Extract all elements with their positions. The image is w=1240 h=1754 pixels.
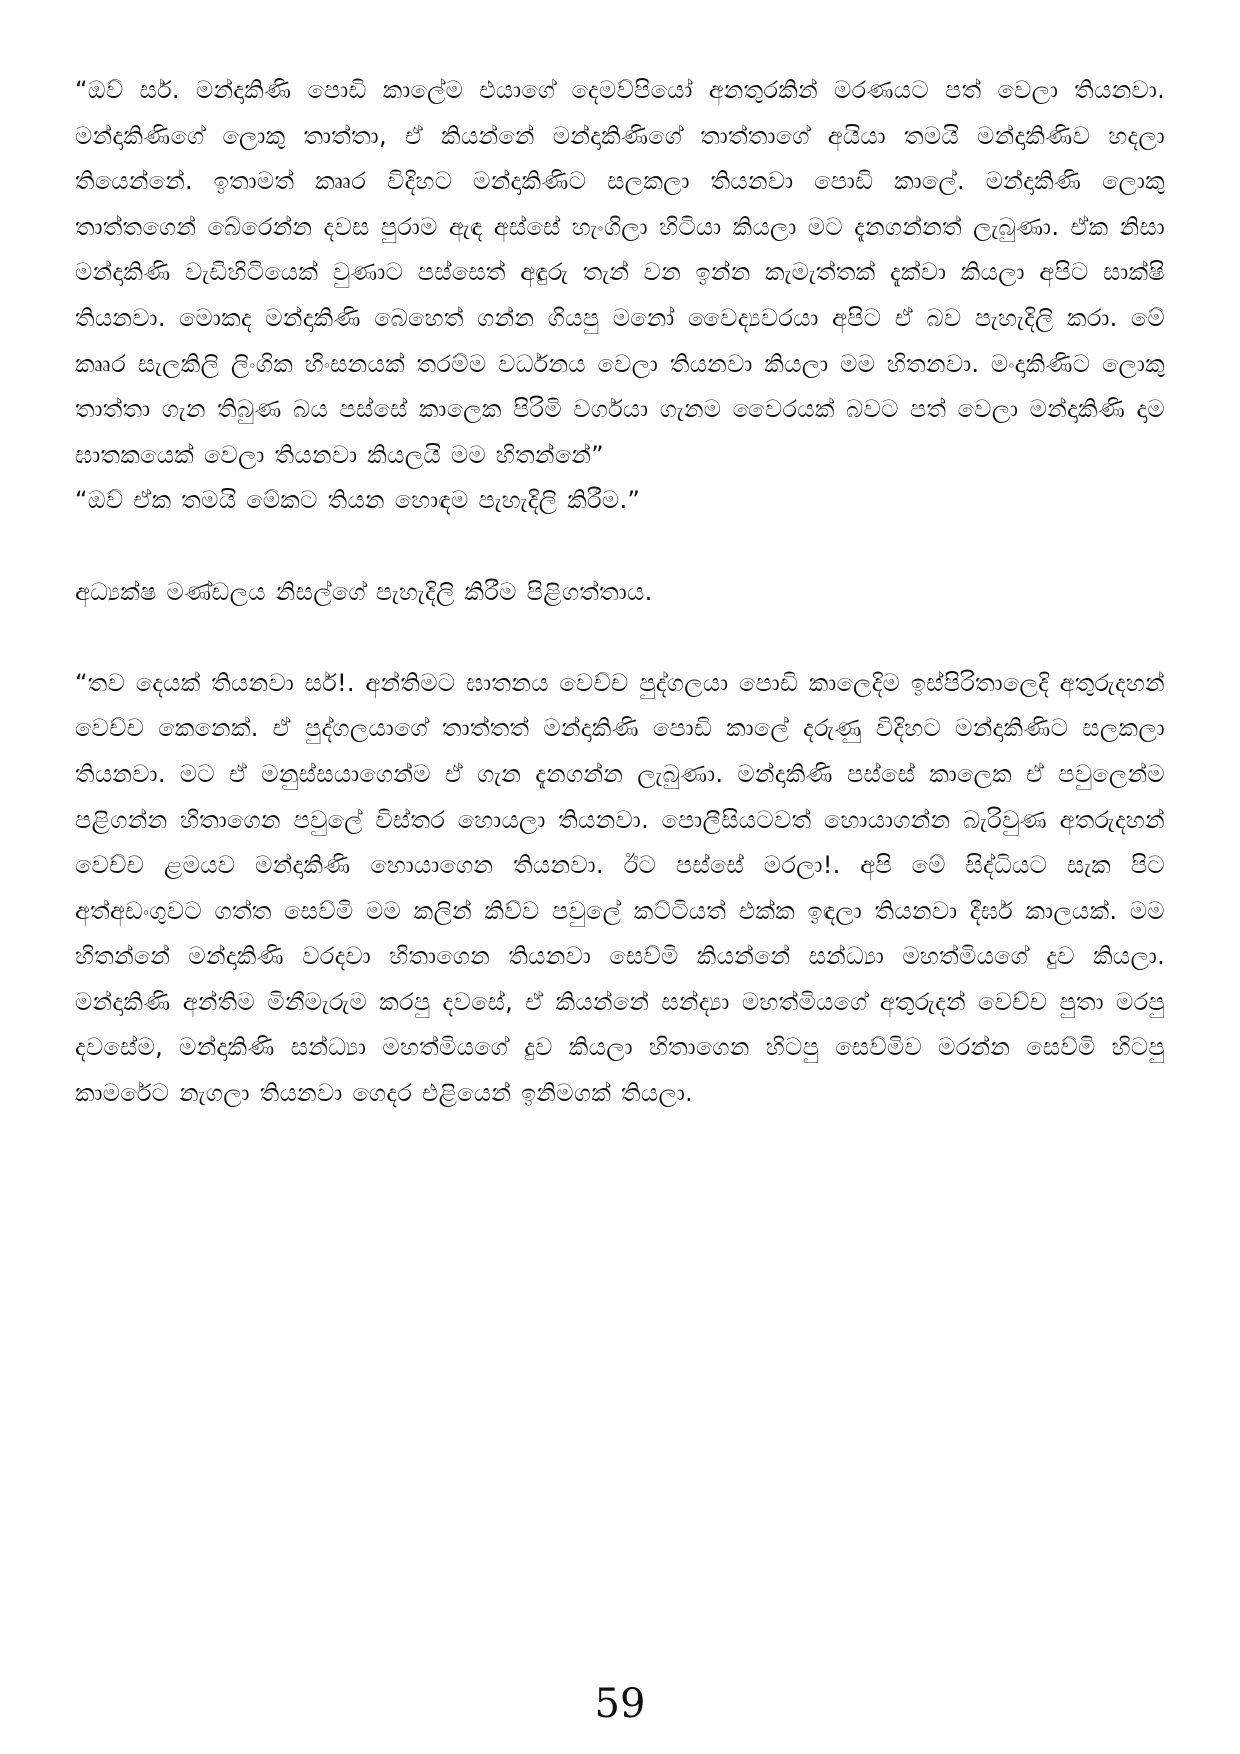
paragraph-board-accepts: අධ්‍යක්ෂ මණ්ඩලය නිසල්ගේ පැහැදිලි කිරීම පිළිගත්තාය. xyxy=(75,577,653,606)
page-number: 59 xyxy=(594,1681,646,1727)
paragraph-explanation: “ඔව් සර්. මන්දාකිණි පොඩි කාලේම එයාගේ දෙමව්පියෝ අනතුරකින් මරණයට පත් වෙලා තියනවා. මන්දාකිණිගේ ලොකු තාත්තා, ඒ කියන්නේ මන්දාකිණිගේ තාත්තාගේ අයියා තමයි මන්දාකිණිව හදලා තියෙන්නේ. ඉතාමත් කෲර විදිහට මන්දාකිණිට සලකලා තියනවා පොඩි කාලේ. මන්දාකිණි ලොකු තාත්තගෙන් බේරෙන්න දවස පුරාම ඇඳ අස්සේ හැංගිලා හිටියා කියලා මට දැනගන්නත් ලැබුණා. ඒක නිසා මන්දාකිණි වැඩිහිටියෙක් වුණාට පස්සෙත් අඳුරු තැන් වන ඉන්න කැමැත්තක් දැක්වා කියලා අපිට සාක්ෂි තියනවා. මොකද මන්දාකිණි බෙහෙත් ගන්න ගියපු මනෝ වෛද්‍යවරයා අපිට ඒ බව පැහැදිලි කරා. මේ කෲර සැලකිලි ලිංගික හිංසනයක් තරම්ම වර්ධනය වෙලා තියනවා කියලා මම හිතනවා. මංදාකිණිට ලොකු තාත්තා ගැන තිබුණ බය පස්සේ කාලෙක පිරිමි වර්ගයා ගැනම වෛරයක් බවට පත් වෙලා මන්දාකිණි දාම ඝාතකයෙක් වෙලා තියනවා කියලයි මම හිතන්නේ” xyxy=(75,76,1165,469)
paragraph-agreement: “ඔව් ඒක තමයි මේකට තියන හොඳම පැහැදිලි කිරීම.” xyxy=(75,486,641,515)
paragraph-final-victim: “තව දෙයක් තියනවා සර්!. අන්තිමට ඝාතනය වෙච්ච පුද්ගලයා පොඩි කාලෙදිම ඉස්පිරිතාලෙදි අතුරුදහන් වෙච්ච කෙනෙක්. ඒ පුද්ගලයාගේ තාත්තත් මන්දාකිණි පොඩි කාලේ දරුණු විදිහට මන්දාකිණිට සලකලා තියනවා. මට ඒ මනුස්සයාගෙන්ම ඒ ගැන දැනගන්න ලැබුණා. මන්දාකිණි පස්සේ කාලෙක ඒ පවුලෙන්ම පළිගන්න හිතාගෙන පවුලේ විස්තර හොයලා තියනවා. පොලීසියටවත් හොයාගන්න බැරිවුණ අතරුදහන් වෙච්ච ළමයව මන්දාකිණි හොයාගෙන තියනවා. ඊට පස්සේ මරලා!. අපි මේ සිද්ධියට සැක පිට අත්අඩංගුවට ගත්ත සෙව්මි මම කලින් කිව්ව පවුලේ කට්ටියත් එක්ක ඉඳලා තියනවා දීර්ඝ කාලයක්. මම හිතන්නේ මන්දාකිණි වරදවා හිතාගෙන තියනවා සෙව්මි කියන්නේ සන්ධ්‍යා මහත්මියගේ දුව කියලා. මන්දාකිණි අන්තිම මිනීමැරුම කරපු දවසේ, ඒ කියන්නේ සන්ද්‍යා මහත්මියගේ අතුරුදන් වෙච්ච පුතා මරපු දවසේම, මන්දාකිණි සන්ධ්‍යා මහත්මියගේ දුව කියලා හිතාගෙන හිටපු සෙව්මිව මරන්න සෙව්මි හිටපු කාමරේට නැගලා තියනවා ගෙදර එළියෙන් ඉනිමගක් තියලා. xyxy=(75,668,1165,1108)
document-page xyxy=(75,68,1165,1668)
